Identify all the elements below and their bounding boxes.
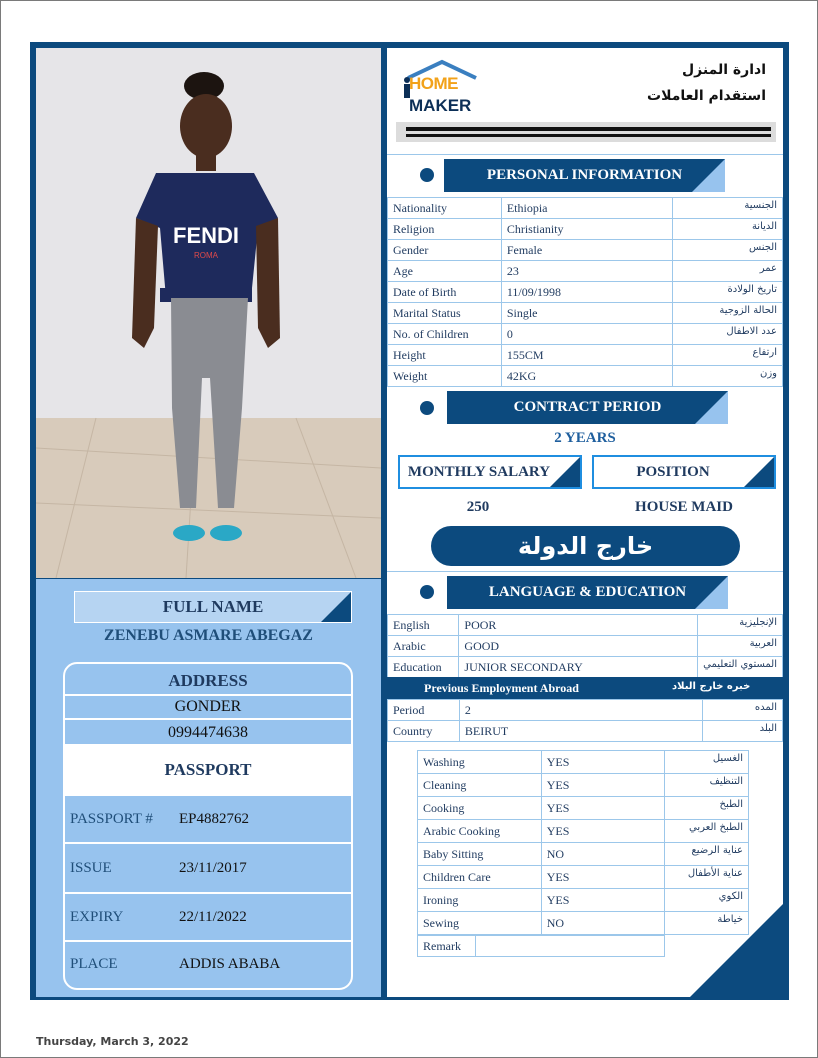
children-label-ar: عدد الاطفال	[673, 324, 783, 345]
education-value: JUNIOR SECONDARY	[459, 657, 698, 678]
skill-children-care-label: Children Care	[418, 866, 542, 889]
corner-decoration	[690, 903, 784, 997]
section-bullet-icon	[420, 585, 434, 599]
religion-label: Religion	[388, 219, 502, 240]
table-row	[388, 366, 783, 387]
english-label: English	[388, 615, 459, 636]
skill-baby-sitting-label-ar: عناية الرضيع	[665, 843, 749, 866]
previous-employment-title: Previous Employment Abroad	[424, 681, 579, 695]
dob-label-ar: تاريخ الولادة	[673, 282, 783, 303]
table-row	[388, 240, 783, 261]
education-label-ar: المستوي التعليمي	[698, 657, 783, 678]
table-row	[388, 657, 783, 678]
section-bullet-icon	[420, 168, 434, 182]
skill-ironing-label: Ironing	[418, 889, 542, 912]
nationality-label-ar: الجنسية	[673, 198, 783, 219]
table-row	[388, 615, 783, 636]
skill-sewing-label: Sewing	[418, 912, 542, 935]
address-city: GONDER	[65, 696, 351, 720]
education-label: Education	[388, 657, 459, 678]
table-row	[388, 345, 783, 366]
candidate-photo-illustration	[36, 48, 381, 578]
marital-status-value: Single	[501, 303, 672, 324]
candidate-photo	[36, 48, 381, 578]
height-label-ar: ارتفاع	[673, 345, 783, 366]
skill-cleaning-value: YES	[541, 774, 664, 797]
table-row	[418, 797, 749, 820]
period-label: Period	[388, 700, 460, 721]
country-value: BEIRUT	[459, 721, 702, 742]
passport-number-value: EP4882762	[179, 811, 250, 827]
remark-value	[475, 936, 664, 957]
skill-cooking-label: Cooking	[418, 797, 542, 820]
language-education-header	[447, 576, 728, 609]
weight-label: Weight	[388, 366, 502, 387]
table-row	[388, 636, 783, 657]
country-label-ar: البلد	[703, 721, 783, 742]
nationality-value: Ethiopia	[501, 198, 672, 219]
skill-ironing-label-ar: الكوي	[665, 889, 749, 912]
weight-label-ar: وزن	[673, 366, 783, 387]
table-row	[388, 303, 783, 324]
table-row	[388, 198, 783, 219]
agency-title-arabic-2: استقدام العاملات	[647, 88, 766, 104]
full-name-label-box	[74, 591, 352, 623]
divider-line	[387, 571, 783, 572]
table-row	[388, 282, 783, 303]
passport-expiry-label: EXPIRY	[70, 909, 124, 925]
previous-employment-header	[387, 677, 783, 699]
section-bullet-icon	[420, 401, 434, 415]
skill-washing-label: Washing	[418, 751, 542, 774]
children-label: No. of Children	[388, 324, 502, 345]
nationality-label: Nationality	[388, 198, 502, 219]
skill-washing-label-ar: الغسيل	[665, 751, 749, 774]
marital-status-label: Marital Status	[388, 303, 502, 324]
english-label-ar: الإنجليزية	[698, 615, 783, 636]
logo-text-home: HOME	[409, 74, 458, 93]
personal-info-title: PERSONAL INFORMATION	[486, 167, 683, 183]
passport-label: PASSPORT	[65, 746, 351, 794]
personal-info-header	[444, 159, 725, 192]
full-name-label: FULL NAME	[162, 597, 264, 616]
shirt-text: FENDI	[173, 223, 239, 248]
dob-label: Date of Birth	[388, 282, 502, 303]
age-label: Age	[388, 261, 502, 282]
passport-issue-value: 23/11/2017	[179, 860, 247, 876]
skill-arabic-cooking-label: Arabic Cooking	[418, 820, 542, 843]
monthly-salary-label-box	[398, 455, 582, 489]
age-label-ar: عمر	[673, 261, 783, 282]
skill-arabic-cooking-label-ar: الطبخ العربي	[665, 820, 749, 843]
skill-baby-sitting-label: Baby Sitting	[418, 843, 542, 866]
skill-children-care-value: YES	[541, 866, 664, 889]
agency-title-arabic-1: ادارة المنزل	[682, 62, 766, 78]
skill-washing-value: YES	[541, 751, 664, 774]
language-table	[387, 614, 783, 678]
passport-place-label: PLACE	[70, 956, 118, 972]
arabic-label: Arabic	[388, 636, 459, 657]
table-row	[388, 219, 783, 240]
skill-children-care-label-ar: عناية الأطفال	[665, 866, 749, 889]
contract-duration: 2 YEARS	[554, 430, 616, 446]
print-date: Thursday, March 3, 2022	[36, 1035, 189, 1048]
skill-cooking-value: YES	[541, 797, 664, 820]
english-value: POOR	[459, 615, 698, 636]
passport-row	[65, 842, 351, 892]
table-row	[388, 721, 783, 742]
passport-row	[65, 794, 351, 842]
table-row	[388, 324, 783, 345]
gender-label: Gender	[388, 240, 502, 261]
passport-row	[65, 892, 351, 940]
arabic-value: GOOD	[459, 636, 698, 657]
divider-line	[387, 154, 783, 155]
passport-issue-label: ISSUE	[70, 860, 112, 876]
skill-sewing-label-ar: خياطة	[665, 912, 749, 935]
religion-value: Christianity	[501, 219, 672, 240]
table-row	[418, 751, 749, 774]
table-row	[418, 820, 749, 843]
skill-cooking-label-ar: الطبخ	[665, 797, 749, 820]
passport-row	[65, 940, 351, 990]
gender-value: Female	[501, 240, 672, 261]
language-education-title: LANGUAGE & EDUCATION	[488, 584, 687, 600]
previous-employment-table	[387, 699, 783, 742]
table-row	[418, 936, 665, 957]
period-label-ar: المده	[703, 700, 783, 721]
country-label: Country	[388, 721, 460, 742]
skill-arabic-cooking-value: YES	[541, 820, 664, 843]
address-phone: 0994474638	[65, 720, 351, 746]
gender-label-ar: الجنس	[673, 240, 783, 261]
remark-label: Remark	[418, 936, 476, 957]
table-row	[388, 700, 783, 721]
table-row	[418, 866, 749, 889]
passport-number-label: PASSPORT #	[70, 811, 153, 827]
children-value: 0	[501, 324, 672, 345]
skill-cleaning-label-ar: التنظيف	[665, 774, 749, 797]
full-name-value: ZENEBU ASMARE ABEGAZ	[104, 627, 313, 644]
weight-value: 42KG	[501, 366, 672, 387]
marital-status-label-ar: الحالة الزوجية	[673, 303, 783, 324]
logo-text-maker: MAKER	[409, 96, 472, 115]
abroad-badge: خارج الدولة	[431, 526, 740, 566]
monthly-salary-label: MONTHLY SALARY	[407, 464, 551, 480]
table-row	[388, 261, 783, 282]
full-name-corner-decoration	[321, 592, 351, 622]
skill-baby-sitting-value: NO	[541, 843, 664, 866]
period-value: 2	[459, 700, 702, 721]
position-label: POSITION	[636, 464, 710, 480]
arabic-label-ar: العربية	[698, 636, 783, 657]
remark-table	[417, 935, 665, 957]
table-row	[418, 774, 749, 797]
height-value: 155CM	[501, 345, 672, 366]
shirt-subtext: ROMA	[194, 251, 218, 260]
personal-info-table	[387, 197, 783, 387]
table-row	[418, 843, 749, 866]
header-divider	[396, 122, 776, 142]
height-label: Height	[388, 345, 502, 366]
contract-period-title: CONTRACT PERIOD	[513, 399, 662, 415]
age-value: 23	[501, 261, 672, 282]
religion-label-ar: الديانة	[673, 219, 783, 240]
skill-ironing-value: YES	[541, 889, 664, 912]
contract-period-header	[447, 391, 728, 424]
previous-employment-title-ar: خبره خارج البلاد	[672, 681, 751, 692]
passport-place-value: ADDIS ABABA	[179, 956, 281, 972]
passport-expiry-value: 22/11/2022	[179, 909, 247, 925]
skill-sewing-value: NO	[541, 912, 664, 935]
skill-cleaning-label: Cleaning	[418, 774, 542, 797]
position-label-box	[592, 455, 776, 489]
address-label: ADDRESS	[65, 664, 351, 696]
monthly-salary-value: 250	[466, 499, 490, 515]
position-value: HOUSE MAID	[635, 499, 733, 515]
dob-value: 11/09/1998	[501, 282, 672, 303]
address-passport-card	[63, 662, 353, 990]
